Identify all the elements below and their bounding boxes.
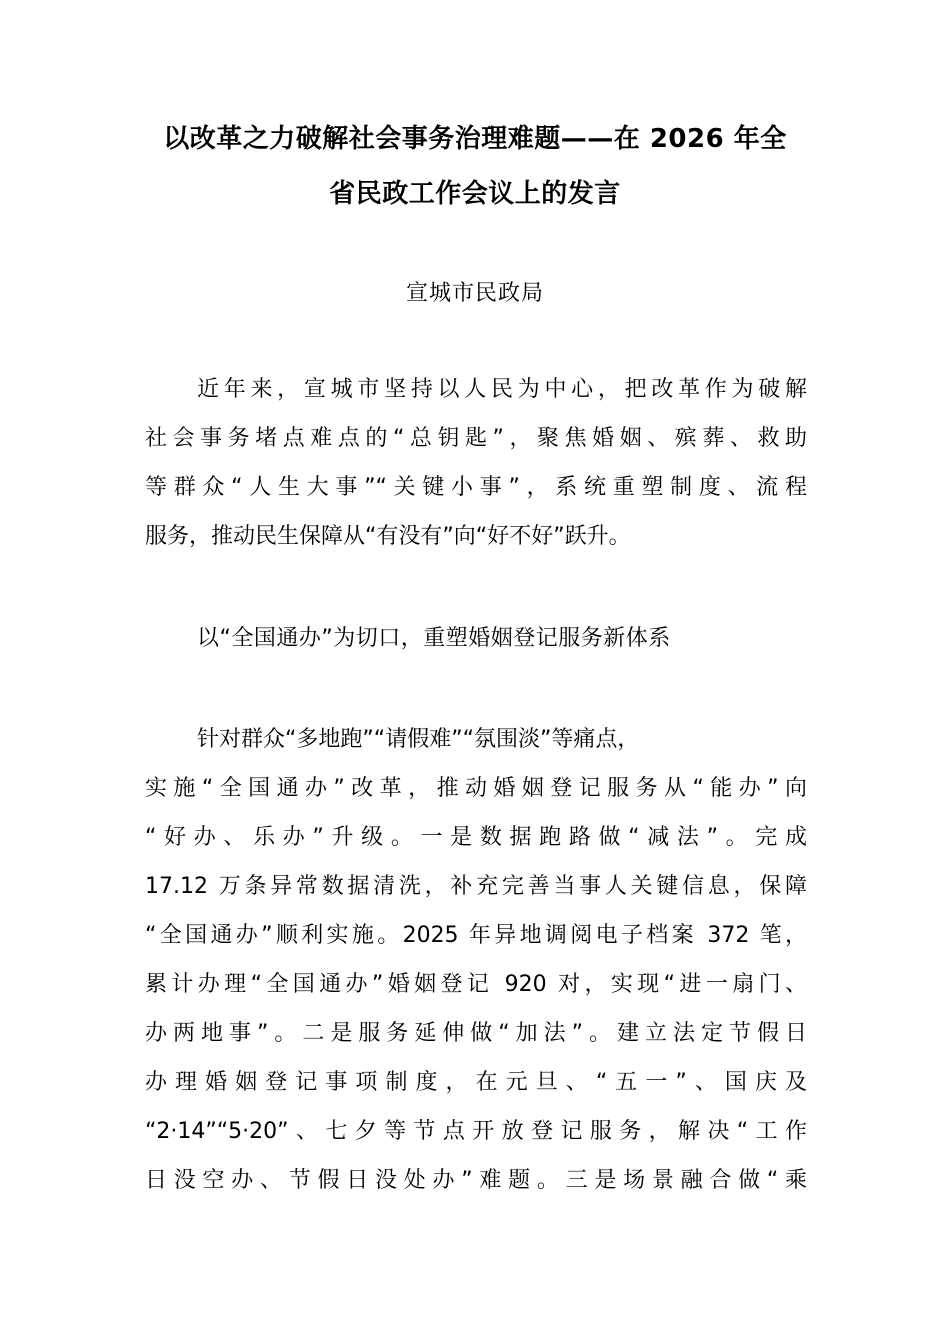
paragraph-line: “好办、乐办”升级。一是数据跑路做“减法”。完成 xyxy=(145,825,807,850)
paragraph-line: 实施“全国通办”改革，推动婚姻登记服务从“能办”向 xyxy=(145,776,807,801)
paragraph-line: “2·14”“5·20”、七夕等节点开放登记服务，解决“工作 xyxy=(145,1119,807,1144)
paragraph-line: 针对群众“多地跑”“请假难”“氛围淡”等痛点， xyxy=(197,727,640,752)
paragraph-line: 办理婚姻登记事项制度，在元旦、“五一”、国庆及 xyxy=(145,1070,807,1095)
document-title xyxy=(140,112,810,222)
section-heading: 以“全国通办”为切口，重塑婚姻登记服务新体系 xyxy=(197,626,671,651)
paragraph-line: 办两地事”。二是服务延伸做“加法”。建立法定节假日 xyxy=(145,1021,807,1046)
paragraph-line: 等群众“人生大事”“关键小事”，系统重塑制度、流程 xyxy=(145,475,807,500)
paragraph-line: 服务，推动民生保障从“有没有”向“好不好”跃升。 xyxy=(145,524,631,549)
paragraph-line: 累计办理“全国通办”婚姻登记 920 对，实现“进一扇门、 xyxy=(145,972,807,997)
paragraph-line: 17.12 万条异常数据清洗，补充完善当事人关键信息，保障 xyxy=(145,874,807,899)
body-paragraph xyxy=(145,715,807,1205)
paragraph-line: 近年来，宣城市坚持以人民为中心，把改革作为破解 xyxy=(197,377,807,402)
paragraph-line: 社会事务堵点难点的“总钥匙”，聚焦婚姻、殡葬、救助 xyxy=(145,426,807,451)
title-line-2: 省民政工作会议上的发言 xyxy=(329,179,621,209)
paragraph-line: “全国通办”顺利实施。2025 年异地调阅电子档案 372 笔， xyxy=(145,923,807,948)
title-line-1: 以改革之力破解社会事务治理难题——在 2026 年全 xyxy=(163,124,787,154)
paragraph-line: 日没空办、节假日没处办”难题。三是场景融合做“乘 xyxy=(145,1168,807,1193)
intro-paragraph xyxy=(145,365,807,561)
author-line: 宣城市民政局 xyxy=(405,281,544,306)
